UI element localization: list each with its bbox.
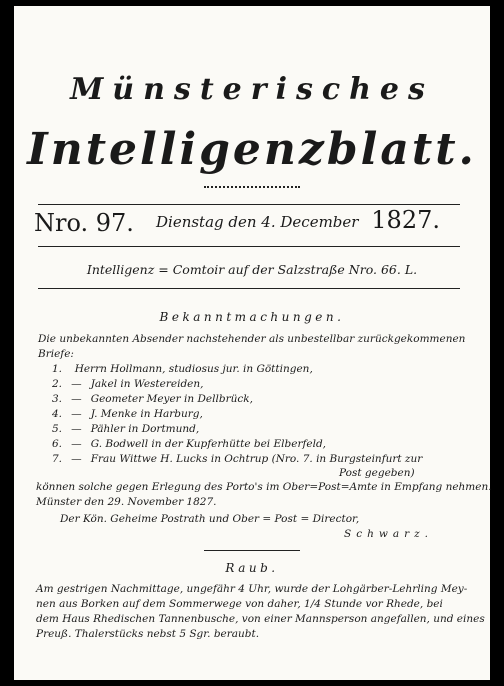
contoir-rule [38, 288, 460, 289]
letter-item [34, 378, 204, 390]
issue-year: 1827. [371, 206, 440, 234]
robbery-text-line: Am gestrigen Nachmittage, ungefähr 4 Uhr, wurde der Lohgärber-Lehrling Mey- [36, 583, 468, 595]
ditto-dash: — [71, 423, 82, 435]
intro-line-1: Die unbekannten Absender nachstehender als unbestellbar zurückgekommenen [38, 333, 466, 345]
robbery-text-line: dem Haus Rhedischen Tannenbusche, von einer Mannsperson angefallen, und eines [36, 613, 485, 625]
issue-number: Nro. 97. [34, 209, 134, 237]
closing-line: können solche gegen Erlegung des Porto's im Ober=Post=Amte in Empfang nehmen. [36, 481, 492, 493]
issue-top-rule [38, 204, 460, 205]
letter-text: J. Menke in Harburg, [90, 408, 203, 420]
letter-number: 1. [51, 363, 62, 375]
place-date-line: Münster den 29. November 1827. [36, 496, 217, 508]
section-heading-announcements: Bekanntmachungen. [159, 310, 345, 324]
letter-text: Herrn Hollmann, studiosus jur. in Göttingen, [74, 363, 313, 375]
letter-item [34, 453, 422, 465]
letter-number: 4. [51, 408, 62, 420]
letter-text: G. Bodwell in der Kupferhütte bei Elberfeld, [90, 438, 326, 450]
letter-number: 6. [51, 438, 62, 450]
ditto-dash: — [71, 378, 82, 390]
issue-date: Dienstag den 4. December [156, 213, 359, 231]
letter-number: 7. [51, 453, 62, 465]
contoir-line: Intelligenz = Comtoir auf der Salzstraße Nro. 66. L. [86, 262, 418, 277]
ditto-dash: — [71, 408, 82, 420]
letter-number: 5. [51, 423, 62, 435]
letter-item [34, 408, 203, 420]
robbery-text-line: Preuß. Thalerstücks nebst 5 Sgr. beraubt. [36, 628, 260, 640]
letter-continuation: Post gegeben) [339, 467, 415, 479]
ditto-dash: — [71, 453, 82, 465]
issue-bottom-rule [38, 246, 460, 247]
newspaper-page [14, 6, 490, 680]
letter-item [34, 393, 253, 405]
masthead-title-line1: Münsterisches [70, 72, 434, 107]
letter-text: Geometer Meyer in Dellbrück, [90, 393, 253, 405]
signature-title: Der Kön. Geheime Postrath und Ober = Post = Director, [60, 513, 360, 525]
letter-number: 2. [51, 378, 62, 390]
section-separator [204, 550, 300, 551]
masthead-ornament [204, 186, 300, 188]
intro-line-2: Briefe: [38, 348, 74, 360]
robbery-text-line: nen aus Borken auf dem Sommerwege von daher, 1/4 Stunde vor Rhede, bei [36, 598, 443, 610]
section-heading-robbery: Raub. [225, 561, 279, 575]
signature-name: Schwarz. [344, 528, 433, 540]
ditto-dash: — [71, 393, 82, 405]
letter-number: 3. [51, 393, 62, 405]
letter-text: Frau Wittwe H. Lucks in Ochtrup (Nro. 7. in Burgsteinfurt zur [90, 453, 423, 465]
letter-item [34, 363, 313, 375]
letter-text: Pähler in Dortmund, [90, 423, 200, 435]
letter-item [34, 423, 199, 435]
letter-item [34, 438, 326, 450]
masthead-title-line2: Intelligenzblatt. [27, 124, 477, 175]
letter-text: Jakel in Westereiden, [90, 378, 204, 390]
ditto-dash: — [71, 438, 82, 450]
